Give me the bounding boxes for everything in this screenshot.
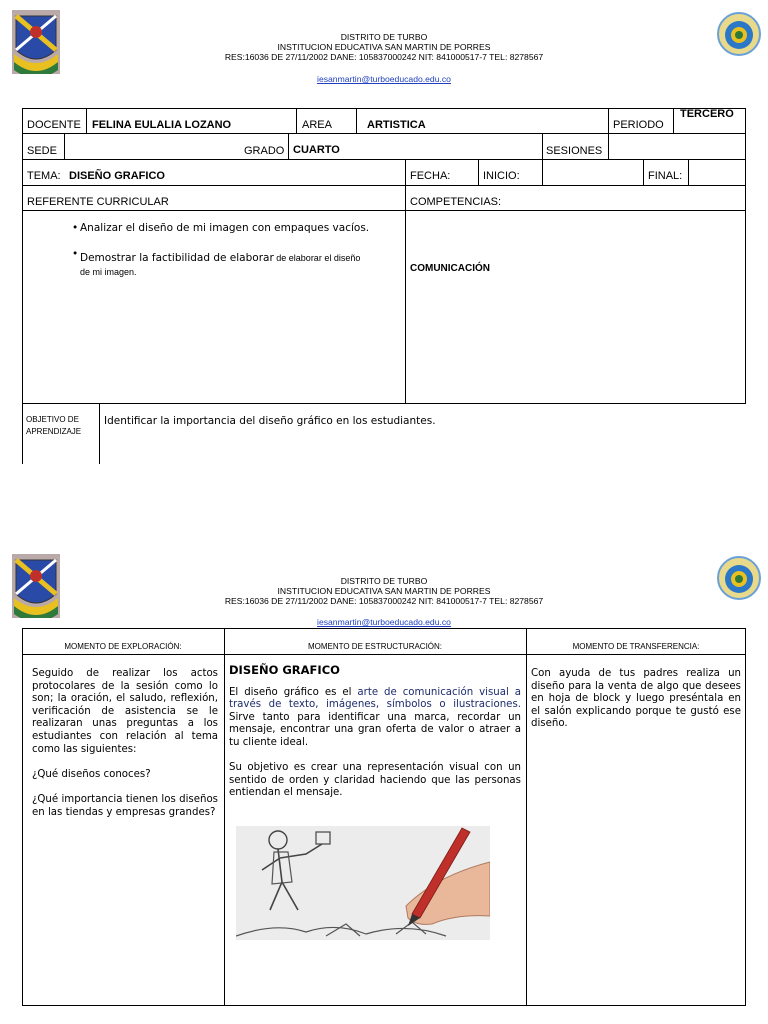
final-label: FINAL: [648,170,683,182]
header-school-name: INSTITUCION EDUCATIVA SAN MARTIN DE PORRES [277,586,491,596]
fecha-label: FECHA: [410,170,451,182]
grado-label: GRADO [244,145,285,157]
objetivo-label: OBJETIVO DE APRENDIZAJE [26,415,82,436]
moments-table [22,628,746,1006]
bullet-2: • Demostrar la factibilidad de elaborar de elaborar el diseño de mi imagen. [72,248,361,277]
competencia-value: COMUNICACIÓN [410,263,490,274]
docente-value: FELINA EULALIA LOZANO [92,119,232,131]
header-registration: RES:16036 DE 27/11/2002 DANE: 105837000242 NIT: 841000517-7 TEL: 8278567 [224,596,544,606]
objetivo-value: Identificar la importancia del diseño gráfico en los estudiantes. [104,415,436,427]
area-label: AREA [302,119,332,131]
estructuracion-content: DISEÑO GRAFICO El diseño gráfico es el arte de comunicación visual a través de texto, imágenes, símbolos o ilustraciones. Sirve tanto para identificar una marca, recordar un mensaje, encontrar una gran oferta de valor o atraer a tu cliente ideal. Su objetivo es crear una representación visual con un sentido de orden y claridad haciendo que las personas entiendan el mensaje. [229,663,522,799]
estructuracion-title: DISEÑO GRAFICO [229,663,340,677]
institution-header-2 [160,576,608,606]
referente-label: REFERENTE CURRICULAR [27,196,169,208]
transferencia-content: Con ayuda de tus padres realiza un diseño para la venta de algo que desees en hoja de block y luego preséntala en el salón explicando porque te gustó ese diseño. [531,668,741,730]
hand-drawing-man-illustration-icon [236,826,490,940]
periodo-value: TERCERO [680,108,734,120]
exploracion-content: Seguido de realizar los actos protocolares de la sesión como lo son; la oración, el saludo, reflexión, verificación de asistencia se le realizaran unas preguntas a los estudiantes con relación al tema como las siguientes: ¿Qué diseños conoces? ¿Qué importancia tienen los diseños en las tiendas y empresas grandes? [32,668,218,818]
exploracion-header: MOMENTO DE EXPLORACIÓN: [64,642,182,651]
header-district: DISTRITO DE TURBO [340,32,428,42]
docente-label: DOCENTE [27,119,81,131]
tema-value: DISEÑO GRAFICO [69,170,165,182]
round-seal-logo-icon [717,556,761,600]
area-value: ARTISTICA [367,119,426,131]
school-shield-logo-icon [12,554,60,618]
sesiones-label: SESIONES [546,145,603,157]
round-seal-logo-icon [717,12,761,56]
header-district: DISTRITO DE TURBO [340,576,428,586]
periodo-label: PERIODO [613,119,664,131]
lesson-plan-table [22,108,746,464]
sede-label: SEDE [27,145,57,157]
grado-value: CUARTO [293,144,340,156]
institution-header [160,32,608,62]
estructuracion-header: MOMENTO DE ESTRUCTURACIÓN: [307,642,443,651]
transferencia-header: MOMENTO DE TRANSFERENCIA: [572,642,700,651]
school-shield-logo-icon [12,10,60,74]
tema-label: TEMA: [27,170,61,182]
header-school-name: INSTITUCION EDUCATIVA SAN MARTIN DE PORRES [277,42,491,52]
header-email-2[interactable]: iesanmartin@turboeducado.edu.co [317,617,451,627]
bullet-1: • Analizar el diseño de mi imagen con empaques vacíos. [72,222,370,234]
header-registration: RES:16036 DE 27/11/2002 DANE: 105837000242 NIT: 841000517-7 TEL: 8278567 [224,52,544,62]
header-email[interactable]: iesanmartin@turboeducado.edu.co [317,74,451,84]
inicio-label: INICIO: [483,170,520,182]
competencias-label: COMPETENCIAS: [410,196,502,208]
